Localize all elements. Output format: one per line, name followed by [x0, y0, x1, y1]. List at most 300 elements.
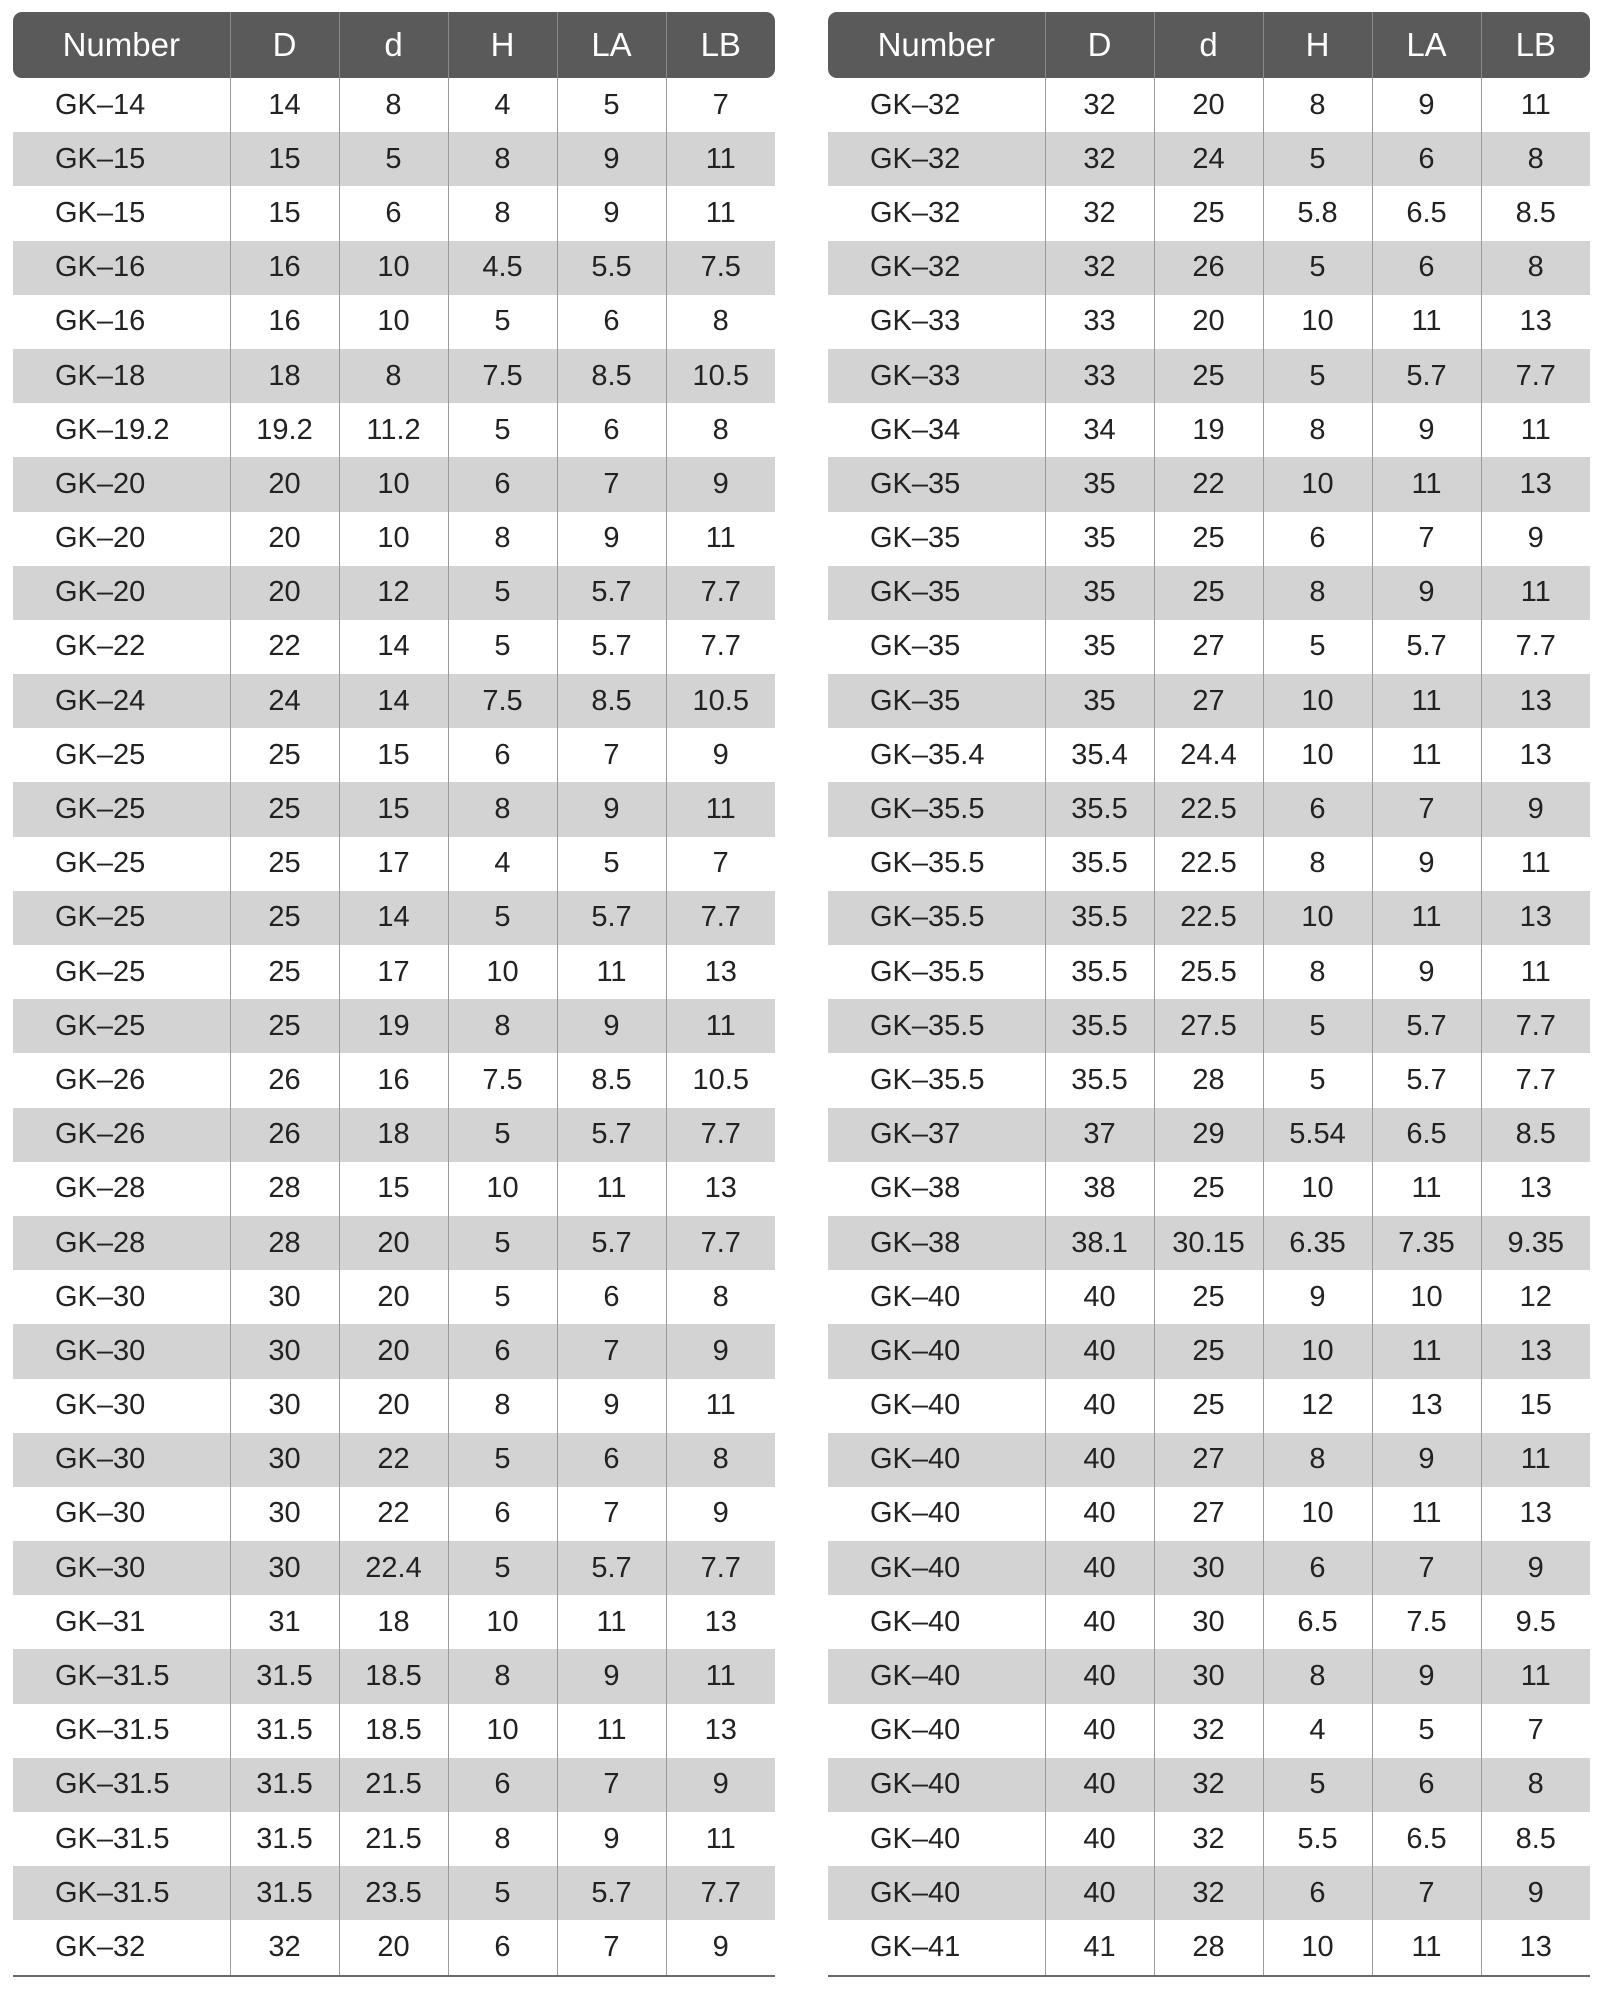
cell-d-outer: 40	[1045, 1324, 1154, 1378]
cell-d-outer: 40	[1045, 1487, 1154, 1541]
cell-lb: 13	[1481, 1162, 1590, 1216]
cell-lb: 9	[666, 1758, 775, 1812]
cell-lb: 9	[1481, 782, 1590, 836]
cell-la: 9	[1372, 566, 1481, 620]
cell-h: 7.5	[448, 674, 557, 728]
cell-number: GK–35	[828, 674, 1045, 728]
cell-number: GK–30	[13, 1324, 230, 1378]
cell-la: 9	[557, 1649, 666, 1703]
cell-d-outer: 35	[1045, 512, 1154, 566]
cell-h: 6	[448, 728, 557, 782]
cell-la: 5	[557, 78, 666, 132]
header-la: LA	[557, 12, 666, 78]
cell-la: 9	[1372, 837, 1481, 891]
cell-number: GK–32	[828, 132, 1045, 186]
cell-number: GK–40	[828, 1324, 1045, 1378]
cell-la: 9	[557, 1379, 666, 1433]
table-row	[828, 1595, 1590, 1649]
cell-d-outer: 25	[230, 782, 339, 836]
cell-d-inner: 27	[1154, 674, 1263, 728]
cell-number: GK–16	[55, 305, 146, 338]
cell-h: 10	[1263, 728, 1372, 782]
cell-d-inner: 20	[1154, 78, 1263, 132]
table-row	[828, 512, 1590, 566]
cell-number: GK–16	[13, 241, 230, 295]
cell-h: 9	[1263, 1270, 1372, 1324]
cell-d-outer: 31.5	[230, 1866, 339, 1920]
cell-d-outer: 41	[1045, 1920, 1154, 1975]
cell-la: 5	[1372, 1704, 1481, 1758]
table-row	[828, 349, 1590, 403]
cell-d-outer: 35.5	[1045, 999, 1154, 1053]
cell-la: 7	[557, 728, 666, 782]
table-row	[13, 403, 775, 457]
cell-number: GK–40	[870, 1389, 961, 1422]
cell-d-inner: 19	[1154, 403, 1263, 457]
table-row	[828, 1541, 1590, 1595]
cell-d-outer: 22	[230, 620, 339, 674]
cell-d-inner: 32	[1154, 1812, 1263, 1866]
table-row	[828, 837, 1590, 891]
cell-number: GK–33	[828, 349, 1045, 403]
table-row	[13, 1704, 775, 1758]
cell-h: 5	[448, 1270, 557, 1324]
cell-h: 8	[1263, 403, 1372, 457]
cell-h: 6.5	[1263, 1595, 1372, 1649]
cell-d-outer: 35.4	[1045, 728, 1154, 782]
cell-number: GK–30	[55, 1280, 146, 1313]
cell-h: 10	[1263, 674, 1372, 728]
cell-d-inner: 25	[1154, 1324, 1263, 1378]
table-row	[828, 1758, 1590, 1812]
cell-lb: 7.7	[666, 1108, 775, 1162]
cell-h: 7.5	[448, 349, 557, 403]
table-row	[13, 837, 775, 891]
cell-lb: 7	[666, 837, 775, 891]
cell-d-outer: 35.5	[1045, 837, 1154, 891]
table-row	[828, 1704, 1590, 1758]
header-la: LA	[1372, 12, 1481, 78]
cell-lb: 9.35	[1481, 1216, 1590, 1270]
table-row	[13, 132, 775, 186]
cell-d-outer: 20	[230, 566, 339, 620]
cell-lb: 7.7	[1481, 349, 1590, 403]
cell-d-outer: 40	[1045, 1595, 1154, 1649]
spec-table-right	[828, 12, 1590, 1977]
cell-number: GK–25	[13, 999, 230, 1053]
cell-la: 5.7	[557, 620, 666, 674]
cell-lb: 9	[666, 1324, 775, 1378]
cell-number: GK–35.5	[828, 891, 1045, 945]
cell-la: 6	[557, 1270, 666, 1324]
cell-la: 7	[1372, 1541, 1481, 1595]
cell-h: 10	[1263, 1324, 1372, 1378]
cell-la: 6	[557, 295, 666, 349]
cell-h: 5	[1263, 620, 1372, 674]
table-row	[13, 891, 775, 945]
cell-la: 11	[557, 945, 666, 999]
cell-h: 8	[448, 132, 557, 186]
table-row	[828, 674, 1590, 728]
cell-number: GK–15	[55, 196, 146, 229]
cell-d-outer: 34	[1045, 403, 1154, 457]
cell-d-inner: 24	[1154, 132, 1263, 186]
cell-number: GK–25	[55, 738, 146, 771]
cell-d-inner: 27	[1154, 1433, 1263, 1487]
table-body	[828, 78, 1590, 1976]
cell-la: 6.5	[1372, 1812, 1481, 1866]
table-body	[13, 78, 775, 1976]
cell-number: GK–38	[828, 1216, 1045, 1270]
cell-lb: 7.7	[666, 1866, 775, 1920]
table-row	[13, 349, 775, 403]
cell-lb: 13	[1481, 1487, 1590, 1541]
table-row	[828, 132, 1590, 186]
table-row	[13, 1053, 775, 1107]
cell-number: GK–38	[870, 1172, 961, 1205]
cell-d-outer: 35	[1045, 457, 1154, 511]
table-row	[13, 1216, 775, 1270]
cell-d-outer: 35.5	[1045, 945, 1154, 999]
cell-number: GK–40	[828, 1433, 1045, 1487]
cell-d-outer: 20	[230, 457, 339, 511]
cell-la: 11	[1372, 728, 1481, 782]
cell-h: 8	[448, 186, 557, 240]
cell-lb: 8	[1481, 132, 1590, 186]
cell-number: GK–26	[13, 1108, 230, 1162]
cell-d-outer: 15	[230, 186, 339, 240]
cell-number: GK–31.5	[13, 1866, 230, 1920]
cell-h: 12	[1263, 1379, 1372, 1433]
table-row	[828, 1866, 1590, 1920]
cell-h: 6.35	[1263, 1216, 1372, 1270]
cell-h: 8	[448, 512, 557, 566]
cell-la: 5.7	[1372, 620, 1481, 674]
cell-h: 8	[1263, 1649, 1372, 1703]
cell-la: 7.35	[1372, 1216, 1481, 1270]
cell-h: 6	[1263, 782, 1372, 836]
cell-d-outer: 40	[1045, 1379, 1154, 1433]
cell-d-outer: 28	[230, 1216, 339, 1270]
cell-lb: 13	[1481, 1920, 1590, 1975]
cell-d-outer: 31.5	[230, 1704, 339, 1758]
cell-la: 7	[557, 1758, 666, 1812]
cell-lb: 13	[1481, 457, 1590, 511]
cell-la: 5.7	[1372, 349, 1481, 403]
cell-d-inner: 26	[1154, 241, 1263, 295]
header-lb: LB	[666, 12, 775, 78]
cell-lb: 11	[666, 186, 775, 240]
cell-d-outer: 35	[1045, 620, 1154, 674]
cell-la: 9	[557, 186, 666, 240]
cell-number: GK–25	[55, 847, 146, 880]
table-row	[828, 1108, 1590, 1162]
table-row	[13, 295, 775, 349]
cell-number: GK–35.5	[828, 999, 1045, 1053]
cell-d-inner: 30	[1154, 1649, 1263, 1703]
cell-d-inner: 15	[339, 728, 448, 782]
cell-d-inner: 19	[339, 999, 448, 1053]
cell-d-inner: 14	[339, 674, 448, 728]
cell-lb: 8.5	[1481, 1108, 1590, 1162]
header-number: Number	[828, 12, 1045, 78]
cell-h: 5	[448, 295, 557, 349]
cell-h: 8	[1263, 566, 1372, 620]
cell-lb: 11	[666, 512, 775, 566]
cell-d-inner: 10	[339, 457, 448, 511]
cell-d-inner: 28	[1154, 1053, 1263, 1107]
cell-d-inner: 32	[1154, 1866, 1263, 1920]
cell-h: 5	[1263, 349, 1372, 403]
cell-d-outer: 32	[1045, 78, 1154, 132]
cell-d-inner: 22.5	[1154, 782, 1263, 836]
header-d-outer: D	[230, 12, 339, 78]
cell-lb: 9	[666, 1487, 775, 1541]
cell-lb: 11	[666, 1812, 775, 1866]
cell-d-outer: 31	[230, 1595, 339, 1649]
cell-h: 4	[448, 837, 557, 891]
cell-d-inner: 30.15	[1154, 1216, 1263, 1270]
cell-number: GK–35.5	[870, 1063, 985, 1096]
table-row	[13, 1487, 775, 1541]
table-row	[13, 1649, 775, 1703]
table-row	[828, 1270, 1590, 1324]
table-row	[828, 1487, 1590, 1541]
cell-d-outer: 14	[230, 78, 339, 132]
cell-number: GK–35	[828, 566, 1045, 620]
cell-lb: 11	[1481, 837, 1590, 891]
cell-d-inner: 17	[339, 837, 448, 891]
cell-h: 8	[1263, 945, 1372, 999]
table-row	[13, 1270, 775, 1324]
table-row	[828, 403, 1590, 457]
spec-table-left	[13, 12, 775, 1977]
cell-lb: 11	[666, 782, 775, 836]
cell-d-inner: 10	[339, 512, 448, 566]
cell-number: GK–25	[13, 782, 230, 836]
cell-lb: 13	[666, 945, 775, 999]
cell-lb: 11	[1481, 566, 1590, 620]
cell-la: 9	[1372, 945, 1481, 999]
cell-d-inner: 18	[339, 1108, 448, 1162]
cell-la: 11	[1372, 1324, 1481, 1378]
cell-d-inner: 20	[339, 1920, 448, 1975]
table-row	[828, 1920, 1590, 1975]
cell-lb: 8.5	[1481, 186, 1590, 240]
cell-d-outer: 40	[1045, 1812, 1154, 1866]
cell-lb: 8	[666, 1433, 775, 1487]
cell-h: 10	[1263, 1487, 1372, 1541]
cell-number: GK–40	[870, 1822, 961, 1855]
cell-d-inner: 21.5	[339, 1812, 448, 1866]
table-row	[828, 782, 1590, 836]
cell-h: 10	[448, 1162, 557, 1216]
cell-lb: 7.7	[1481, 999, 1590, 1053]
table-row	[828, 457, 1590, 511]
cell-d-outer: 33	[1045, 295, 1154, 349]
cell-number: GK–30	[13, 1433, 230, 1487]
header-d-outer: D	[1045, 12, 1154, 78]
table-row	[13, 945, 775, 999]
table-row	[13, 620, 775, 674]
cell-number: GK–35.5	[828, 782, 1045, 836]
cell-d-outer: 40	[1045, 1649, 1154, 1703]
cell-number: GK–20	[13, 457, 230, 511]
cell-lb: 7	[1481, 1704, 1590, 1758]
cell-d-outer: 30	[230, 1379, 339, 1433]
cell-lb: 8.5	[1481, 1812, 1590, 1866]
cell-la: 6	[1372, 1758, 1481, 1812]
cell-number: GK–35	[828, 457, 1045, 511]
cell-d-inner: 18	[339, 1595, 448, 1649]
cell-la: 5.5	[557, 241, 666, 295]
cell-d-outer: 20	[230, 512, 339, 566]
cell-la: 5	[557, 837, 666, 891]
table-row	[828, 1433, 1590, 1487]
cell-d-outer: 30	[230, 1487, 339, 1541]
cell-d-outer: 30	[230, 1433, 339, 1487]
cell-lb: 11	[1481, 945, 1590, 999]
cell-d-outer: 32	[1045, 241, 1154, 295]
cell-h: 8	[448, 1379, 557, 1433]
cell-d-outer: 28	[230, 1162, 339, 1216]
cell-d-inner: 20	[339, 1324, 448, 1378]
table-row	[828, 728, 1590, 782]
cell-d-inner: 18.5	[339, 1704, 448, 1758]
cell-d-outer: 35.5	[1045, 782, 1154, 836]
cell-la: 11	[1372, 1920, 1481, 1975]
cell-lb: 11	[666, 1649, 775, 1703]
header-lb: LB	[1481, 12, 1590, 78]
cell-la: 7.5	[1372, 1595, 1481, 1649]
cell-la: 11	[1372, 295, 1481, 349]
table-row	[13, 728, 775, 782]
cell-d-outer: 35.5	[1045, 1053, 1154, 1107]
cell-d-outer: 35.5	[1045, 891, 1154, 945]
cell-h: 8	[448, 782, 557, 836]
cell-h: 5	[448, 1433, 557, 1487]
cell-h: 5	[448, 620, 557, 674]
cell-d-outer: 30	[230, 1324, 339, 1378]
cell-d-outer: 25	[230, 891, 339, 945]
cell-d-inner: 32	[1154, 1704, 1263, 1758]
table-row	[13, 999, 775, 1053]
table-row	[828, 999, 1590, 1053]
cell-d-inner: 18.5	[339, 1649, 448, 1703]
cell-d-inner: 30	[1154, 1595, 1263, 1649]
cell-d-outer: 37	[1045, 1108, 1154, 1162]
cell-number: GK–30	[55, 1497, 146, 1530]
cell-lb: 10.5	[666, 674, 775, 728]
cell-d-outer: 26	[230, 1053, 339, 1107]
cell-d-inner: 22.5	[1154, 891, 1263, 945]
cell-lb: 13	[1481, 295, 1590, 349]
cell-d-outer: 30	[230, 1541, 339, 1595]
cell-d-outer: 32	[1045, 132, 1154, 186]
cell-h: 6	[448, 457, 557, 511]
cell-number: GK–24	[13, 674, 230, 728]
cell-d-inner: 25.5	[1154, 945, 1263, 999]
cell-d-inner: 8	[339, 78, 448, 132]
cell-d-outer: 16	[230, 295, 339, 349]
cell-h: 10	[1263, 1162, 1372, 1216]
cell-d-inner: 27.5	[1154, 999, 1263, 1053]
cell-la: 5.7	[557, 1216, 666, 1270]
cell-lb: 8	[666, 1270, 775, 1324]
cell-la: 11	[1372, 674, 1481, 728]
cell-la: 9	[1372, 1649, 1481, 1703]
cell-d-inner: 22.4	[339, 1541, 448, 1595]
table-row	[828, 78, 1590, 132]
cell-h: 4.5	[448, 241, 557, 295]
cell-h: 6	[1263, 512, 1372, 566]
cell-d-outer: 32	[230, 1920, 339, 1975]
cell-d-inner: 14	[339, 891, 448, 945]
cell-la: 6	[557, 1433, 666, 1487]
cell-h: 5	[448, 403, 557, 457]
table-row	[828, 620, 1590, 674]
cell-number: GK–30	[55, 1389, 146, 1422]
cell-number: GK–40	[870, 1497, 961, 1530]
cell-la: 11	[1372, 1487, 1481, 1541]
cell-d-outer: 40	[1045, 1758, 1154, 1812]
cell-h: 4	[448, 78, 557, 132]
cell-number: GK–25	[13, 891, 230, 945]
table-row	[828, 1812, 1590, 1866]
cell-d-outer: 35	[1045, 674, 1154, 728]
cell-number: GK–34	[870, 413, 961, 446]
cell-h: 10	[1263, 1920, 1372, 1975]
cell-h: 5	[1263, 132, 1372, 186]
cell-number: GK–31.5	[55, 1714, 170, 1747]
cell-number: GK–25	[55, 955, 146, 988]
cell-h: 5	[1263, 999, 1372, 1053]
cell-la: 6	[1372, 132, 1481, 186]
table-row	[13, 457, 775, 511]
cell-number: GK–22	[55, 630, 146, 663]
cell-number: GK–40	[870, 1605, 961, 1638]
cell-lb: 11	[666, 1379, 775, 1433]
cell-d-inner: 27	[1154, 1487, 1263, 1541]
cell-lb: 10.5	[666, 349, 775, 403]
cell-lb: 11	[1481, 403, 1590, 457]
cell-h: 5	[1263, 241, 1372, 295]
table-row	[828, 566, 1590, 620]
cell-number: GK–31.5	[13, 1649, 230, 1703]
cell-la: 7	[557, 457, 666, 511]
cell-d-inner: 23.5	[339, 1866, 448, 1920]
cell-d-outer: 30	[230, 1270, 339, 1324]
table-row	[13, 1920, 775, 1975]
cell-d-outer: 26	[230, 1108, 339, 1162]
cell-la: 9	[557, 782, 666, 836]
cell-la: 11	[557, 1595, 666, 1649]
table-row	[13, 1108, 775, 1162]
cell-h: 5.8	[1263, 186, 1372, 240]
table-row	[13, 1812, 775, 1866]
cell-d-inner: 10	[339, 295, 448, 349]
cell-d-inner: 20	[339, 1379, 448, 1433]
cell-lb: 13	[666, 1704, 775, 1758]
cell-d-inner: 29	[1154, 1108, 1263, 1162]
cell-number: GK–40	[870, 1714, 961, 1747]
cell-la: 5.7	[557, 1866, 666, 1920]
cell-d-inner: 30	[1154, 1541, 1263, 1595]
cell-lb: 13	[1481, 1324, 1590, 1378]
table-row	[13, 1379, 775, 1433]
cell-d-inner: 32	[1154, 1758, 1263, 1812]
cell-lb: 9	[666, 1920, 775, 1975]
